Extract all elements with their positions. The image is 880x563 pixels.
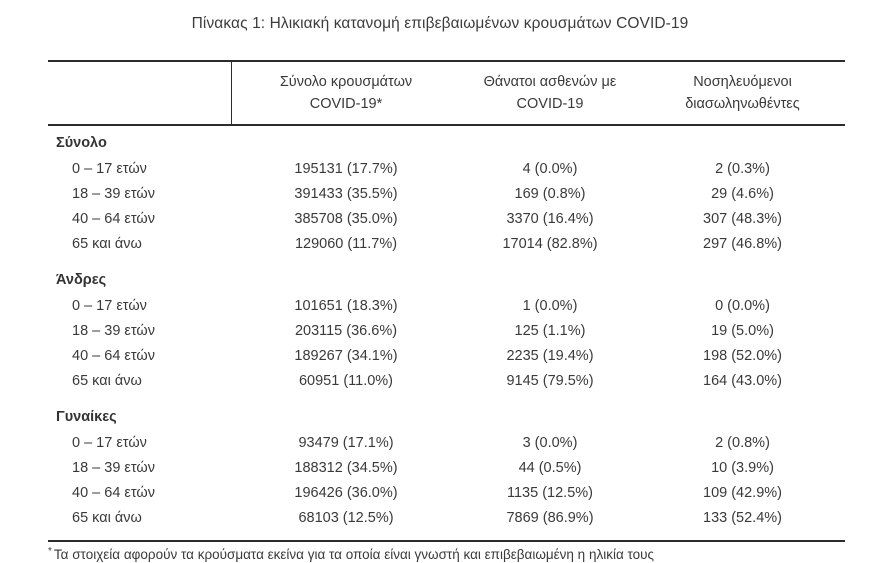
intubated-value: 29 (4.6%): [711, 185, 774, 202]
cases-value: 60951 (11.0%): [298, 372, 394, 389]
table-row: [48, 368, 845, 393]
table-row: [48, 343, 845, 368]
footnote-text: Τα στοιχεία αφορούν τα κρούσματα εκείνα για τα οποία είναι γνωστή και επιβεβαιωμένη η ηλικία τους: [53, 547, 655, 562]
cases-value: 189267 (34.1%): [294, 347, 398, 364]
cases-value: 385708 (35.0%): [294, 210, 398, 227]
deaths-value: 1 (0.0%): [522, 297, 578, 314]
age-group-label: 65 και άνω: [72, 372, 142, 389]
table-header-row: [48, 60, 845, 126]
section-header-row: [48, 403, 845, 430]
age-group-label: 65 και άνω: [72, 235, 142, 252]
section-name-men: Άνδρες: [56, 271, 107, 288]
cases-value: 203115 (36.6%): [294, 322, 398, 339]
intubated-value: 19 (5.0%): [711, 322, 774, 339]
table-row: [48, 505, 845, 530]
deaths-value: 2235 (19.4%): [506, 347, 594, 364]
intubated-value: 109 (42.9%): [703, 484, 782, 501]
intubated-value: 164 (43.0%): [703, 372, 782, 389]
column-header-total-cases: [232, 71, 460, 116]
column-header-line: Θάνατοι ασθενών με: [483, 73, 617, 90]
column-header-line: Νοσηλευόμενοι: [693, 73, 792, 90]
column-header-line: COVID-19: [516, 96, 584, 112]
age-group-label: 0 – 17 ετών: [72, 434, 147, 451]
table-row: [48, 430, 845, 455]
age-group-label: 18 – 39 ετών: [72, 322, 155, 339]
column-header-line: Σύνολο κρουσμάτων: [279, 73, 413, 90]
intubated-value: 297 (46.8%): [703, 235, 782, 252]
intubated-value: 307 (48.3%): [703, 210, 782, 227]
table-row: [48, 293, 845, 318]
deaths-value: 9145 (79.5%): [506, 372, 594, 389]
intubated-value: 2 (0.8%): [715, 434, 770, 451]
age-group-label: 18 – 39 ετών: [72, 185, 155, 202]
cases-value: 101651 (18.3%): [294, 297, 398, 314]
table-row: [48, 318, 845, 343]
cases-value: 195131 (17.7%): [294, 160, 398, 177]
table-row: [48, 480, 845, 505]
column-header-line: διασωληνωθέντες: [685, 96, 800, 112]
intubated-value: 0 (0.0%): [715, 297, 770, 314]
deaths-value: 1135 (12.5%): [507, 484, 593, 501]
deaths-value: 3 (0.0%): [522, 434, 578, 451]
column-header-line: COVID-19*: [309, 96, 383, 112]
table-row: [48, 181, 845, 206]
deaths-value: 7869 (86.9%): [506, 509, 594, 526]
intubated-value: 2 (0.3%): [715, 160, 770, 177]
age-group-label: 65 και άνω: [72, 509, 142, 526]
cases-value: 93479 (17.1%): [298, 434, 394, 451]
table-footnote: [48, 542, 845, 562]
section-name-total: Σύνολο: [56, 134, 107, 151]
table-row: [48, 206, 845, 231]
section-name-women: Γυναίκες: [56, 408, 117, 425]
deaths-value: 169 (0.8%): [514, 185, 586, 202]
column-header-deaths: [460, 71, 640, 116]
intubated-value: 10 (3.9%): [711, 459, 774, 476]
section-header-row: [48, 129, 845, 156]
table-body: [48, 126, 845, 530]
section-total: [48, 129, 845, 256]
deaths-value: 3370 (16.4%): [506, 210, 594, 227]
footnote-asterisk: *: [48, 546, 52, 557]
covid-age-distribution-table: [48, 60, 845, 562]
age-group-label: 0 – 17 ετών: [72, 160, 147, 177]
section-women: [48, 403, 845, 530]
table-row: [48, 231, 845, 256]
deaths-value: 125 (1.1%): [514, 322, 586, 339]
cases-value: 68103 (12.5%): [298, 509, 394, 526]
cases-value: 196426 (36.0%): [294, 484, 398, 501]
header-spacer-cell: [48, 62, 232, 124]
section-men: [48, 266, 845, 393]
section-header-row: [48, 266, 845, 293]
cases-value: 391433 (35.5%): [294, 185, 398, 202]
column-header-intubated: [640, 71, 845, 116]
cases-value: 129060 (11.7%): [294, 235, 398, 252]
table-row: [48, 156, 845, 181]
age-group-label: 0 – 17 ετών: [72, 297, 147, 314]
intubated-value: 133 (52.4%): [703, 509, 782, 526]
table-title: Πίνακας 1: Ηλικιακή κατανομή επιβεβαιωμένων κρουσμάτων COVID-19: [191, 15, 689, 32]
deaths-value: 17014 (82.8%): [502, 235, 598, 252]
age-group-label: 40 – 64 ετών: [72, 210, 155, 227]
age-group-label: 18 – 39 ετών: [72, 459, 155, 476]
age-group-label: 40 – 64 ετών: [72, 484, 155, 501]
table-row: [48, 455, 845, 480]
intubated-value: 198 (52.0%): [703, 347, 782, 364]
deaths-value: 44 (0.5%): [518, 459, 582, 476]
deaths-value: 4 (0.0%): [522, 160, 578, 177]
age-group-label: 40 – 64 ετών: [72, 347, 155, 364]
cases-value: 188312 (34.5%): [294, 459, 398, 476]
